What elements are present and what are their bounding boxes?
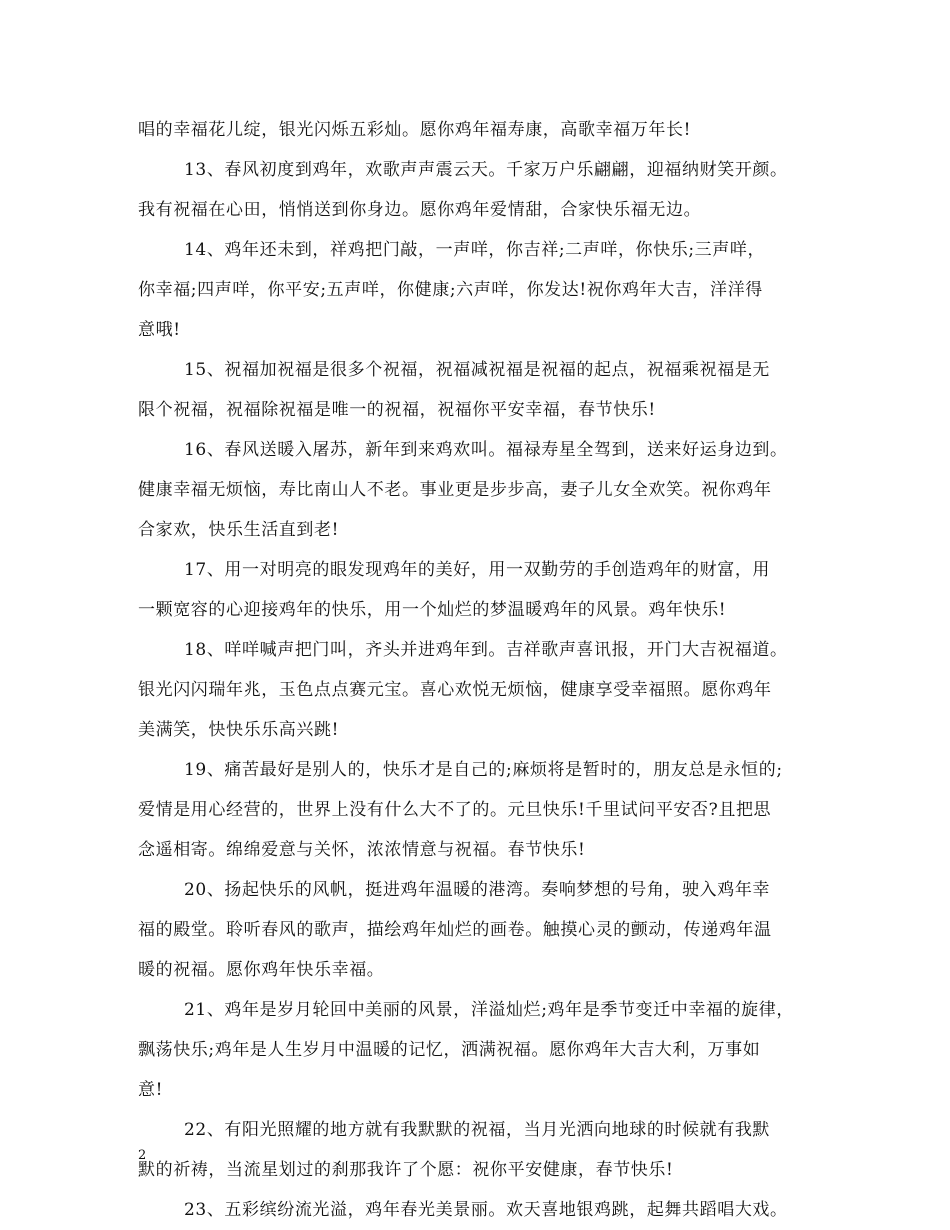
text-line: 唱的幸福花儿绽，银光闪烁五彩灿。愿你鸡年福寿康，高歌幸福万年长! [138, 120, 692, 140]
text-line: 18、咩咩喊声把门叫，齐头并进鸡年到。吉祥歌声喜讯报，开门大吉祝福道。 [184, 640, 788, 660]
text-line: 13、春风初度到鸡年，欢歌声声震云天。千家万户乐翩翩，迎福纳财笑开颜。 [184, 160, 788, 180]
text-line: 限个祝福，祝福除祝福是唯一的祝福，祝福你平安幸福，春节快乐! [138, 400, 656, 420]
text-line: 默的祈祷，当流星划过的刹那我许了个愿：祝你平安健康，春节快乐! [138, 1160, 674, 1180]
text-line: 飘荡快乐;鸡年是人生岁月中温暖的记忆，洒满祝福。愿你鸡年大吉大利，万事如 [138, 1040, 761, 1060]
text-line: 17、用一对明亮的眼发现鸡年的美好，用一双勤劳的手创造鸡年的财富，用 [184, 560, 771, 580]
text-line: 15、祝福加祝福是很多个祝福，祝福减祝福是祝福的起点，祝福乘祝福是无 [184, 360, 771, 380]
text-line: 暖的祝福。愿你鸡年快乐幸福。 [138, 960, 385, 980]
text-line: 你幸福;四声咩，你平安;五声咩，你健康;六声咩，你发达!祝你鸡年大吉，洋洋得 [138, 280, 763, 300]
text-line: 我有祝福在心田，悄悄送到你身边。愿你鸡年爱情甜，合家快乐福无边。 [138, 200, 702, 220]
text-line: 健康幸福无烦恼，寿比南山人不老。事业更是步步高，妻子儿女全欢笑。祝你鸡年 [138, 480, 772, 500]
text-line: 23、五彩缤纷流光溢，鸡年春光美景丽。欢天喜地银鸡跳，起舞共蹈唱大戏。 [184, 1200, 788, 1220]
text-line: 美满笑，快快乐乐高兴跳! [138, 720, 340, 740]
text-line: 19、痛苦最好是别人的，快乐才是自己的;麻烦将是暂时的，朋友总是永恒的; [184, 760, 783, 780]
text-line: 16、春风送暖入屠苏，新年到来鸡欢叫。福禄寿星全驾到，送来好运身边到。 [184, 440, 788, 460]
text-line: 念遥相寄。绵绵爱意与关怀，浓浓情意与祝福。春节快乐! [138, 840, 586, 860]
text-line: 合家欢，快乐生活直到老! [138, 520, 340, 540]
text-line: 21、鸡年是岁月轮回中美丽的风景，洋溢灿烂;鸡年是季节变迁中幸福的旋律， [184, 1000, 794, 1020]
text-line: 意哦! [138, 320, 181, 340]
text-line: 爱情是用心经营的，世界上没有什么大不了的。元旦快乐!千里试问平安否?且把思 [138, 800, 772, 820]
text-line: 意! [138, 1080, 164, 1100]
body-text [138, 110, 818, 1230]
text-line: 22、有阳光照耀的地方就有我默默的祝福，当月光洒向地球的时候就有我默 [184, 1120, 771, 1140]
text-line: 一颗宽容的心迎接鸡年的快乐，用一个灿烂的梦温暖鸡年的风景。鸡年快乐! [138, 600, 727, 620]
text-line: 福的殿堂。聆听春风的歌声，描绘鸡年灿烂的画卷。触摸心灵的颤动，传递鸡年温 [138, 920, 772, 940]
text-line: 14、鸡年还未到，祥鸡把门敲，一声咩，你吉祥;二声咩，你快乐;三声咩， [184, 240, 766, 260]
text-line: 银光闪闪瑞年兆，玉色点点赛元宝。喜心欢悦无烦恼，健康享受幸福照。愿你鸡年 [138, 680, 772, 700]
text-line: 20、扬起快乐的风帆，挺进鸡年温暖的港湾。奏响梦想的号角，驶入鸡年幸 [184, 880, 771, 900]
page-number: 2 [138, 1148, 147, 1163]
